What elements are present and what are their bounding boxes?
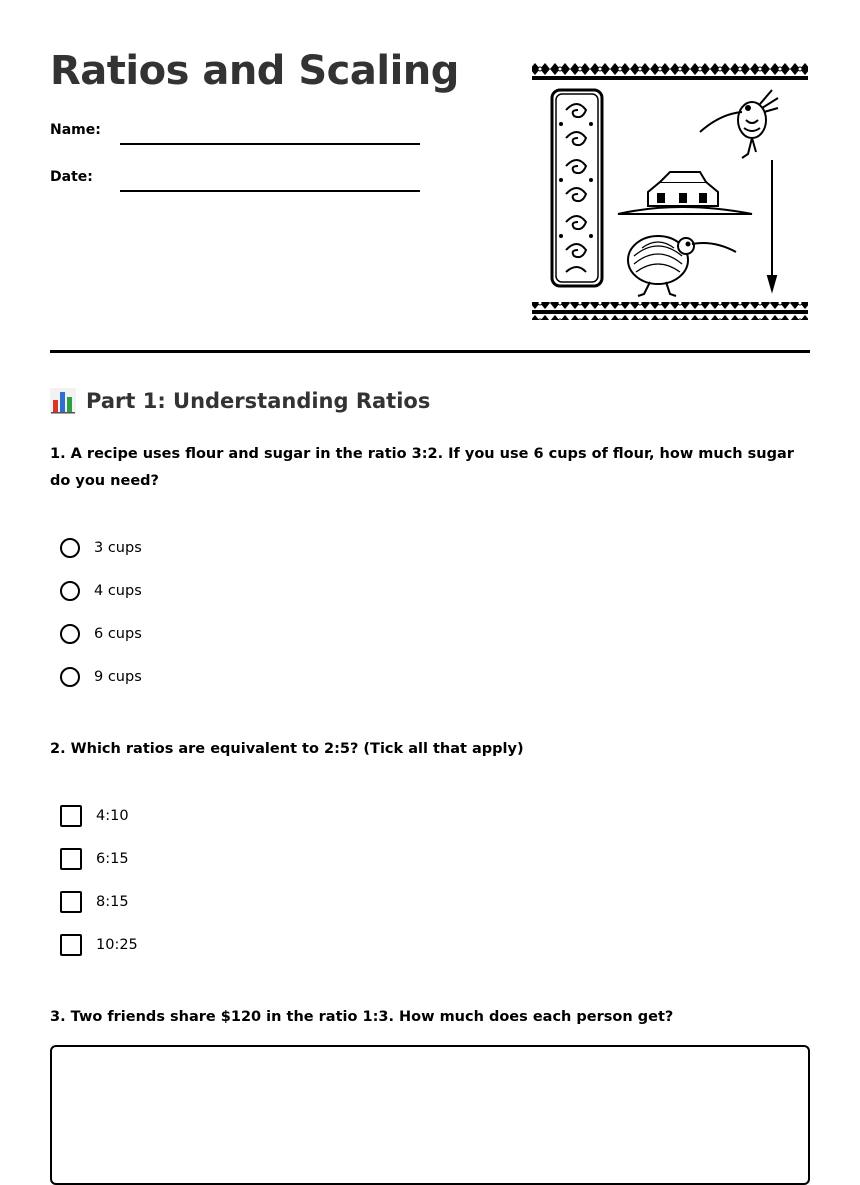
- option-label: 8:15: [96, 894, 129, 910]
- house-icon: [618, 172, 752, 214]
- checkbox[interactable]: [60, 805, 82, 827]
- name-field[interactable]: [120, 143, 420, 145]
- section-title-text: Part 1: Understanding Ratios: [86, 389, 431, 413]
- checkbox[interactable]: [60, 848, 82, 870]
- q2-option-4[interactable]: [60, 932, 138, 958]
- checkbox[interactable]: [60, 934, 82, 956]
- option-label: 3 cups: [94, 540, 142, 556]
- question-2-text: 2. Which ratios are equivalent to 2:5? (Tick all that apply): [50, 741, 524, 757]
- answer-textarea[interactable]: [50, 1045, 810, 1185]
- bottom-pattern-band: [532, 302, 808, 320]
- spear-icon: [768, 160, 776, 290]
- bar-chart-icon: [50, 388, 76, 414]
- top-pattern-band: [532, 62, 808, 80]
- option-label: 9 cups: [94, 669, 142, 685]
- option-label: 4:10: [96, 808, 129, 824]
- header-divider: [50, 350, 810, 353]
- kiwi-icon: [628, 236, 736, 296]
- radio-button[interactable]: [60, 624, 80, 644]
- bird-icon: [700, 90, 778, 158]
- q1-option-4[interactable]: [60, 664, 142, 690]
- name-label: Name:: [50, 122, 101, 138]
- option-label: 4 cups: [94, 583, 142, 599]
- radio-button[interactable]: [60, 667, 80, 687]
- option-label: 6 cups: [94, 626, 142, 642]
- date-field[interactable]: [120, 190, 420, 192]
- question-3-text: 3. Two friends share $120 in the ratio 1:3. How much does each person get?: [50, 1009, 674, 1025]
- q2-option-2[interactable]: [60, 846, 129, 872]
- date-label: Date:: [50, 169, 93, 185]
- section-title: [50, 388, 430, 414]
- checkbox[interactable]: [60, 891, 82, 913]
- q1-option-2[interactable]: [60, 578, 142, 604]
- radio-button[interactable]: [60, 538, 80, 558]
- q2-option-1[interactable]: [60, 803, 129, 829]
- q2-option-3[interactable]: [60, 889, 129, 915]
- question-1-text: 1. A recipe uses flour and sugar in the ratio 3:2. If you use 6 cups of flour, how much sugar do you need?: [50, 446, 794, 489]
- maori-art-illustration: [530, 60, 810, 324]
- q1-option-3[interactable]: [60, 621, 142, 647]
- radio-button[interactable]: [60, 581, 80, 601]
- option-label: 10:25: [96, 937, 138, 953]
- q1-option-1[interactable]: [60, 535, 142, 561]
- worksheet-title: Ratios and Scaling: [50, 48, 459, 94]
- carved-pillar-icon: [552, 90, 602, 286]
- option-label: 6:15: [96, 851, 129, 867]
